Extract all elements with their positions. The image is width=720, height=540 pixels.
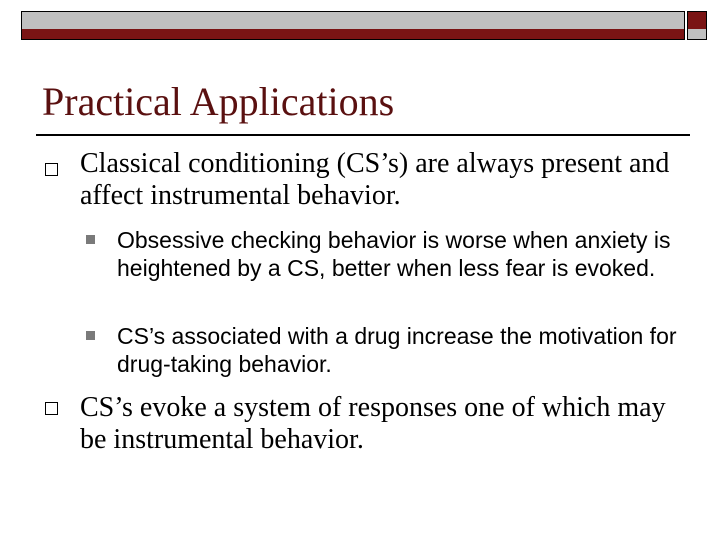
bullet-item-2: CS’s evoke a system of responses one of which may be instrumental behavior. [80,392,666,455]
filled-square-bullet-icon [86,235,95,244]
filled-square-bullet-icon [86,331,95,340]
hollow-square-bullet-icon [45,402,58,415]
sub-bullet-item-1: Obsessive checking behavior is worse when anxiety is heightened by a CS, better when less fear is evoked. [117,227,671,281]
slide-title: Practical Applications [42,79,395,124]
hollow-square-bullet-icon [45,163,58,176]
bullet-item-1: Classical conditioning (CS’s) are always present and affect instrumental behavior. [80,148,670,211]
sub-bullet-item-2: CS’s associated with a drug increase the motivation for drug-taking behavior. [117,323,677,377]
